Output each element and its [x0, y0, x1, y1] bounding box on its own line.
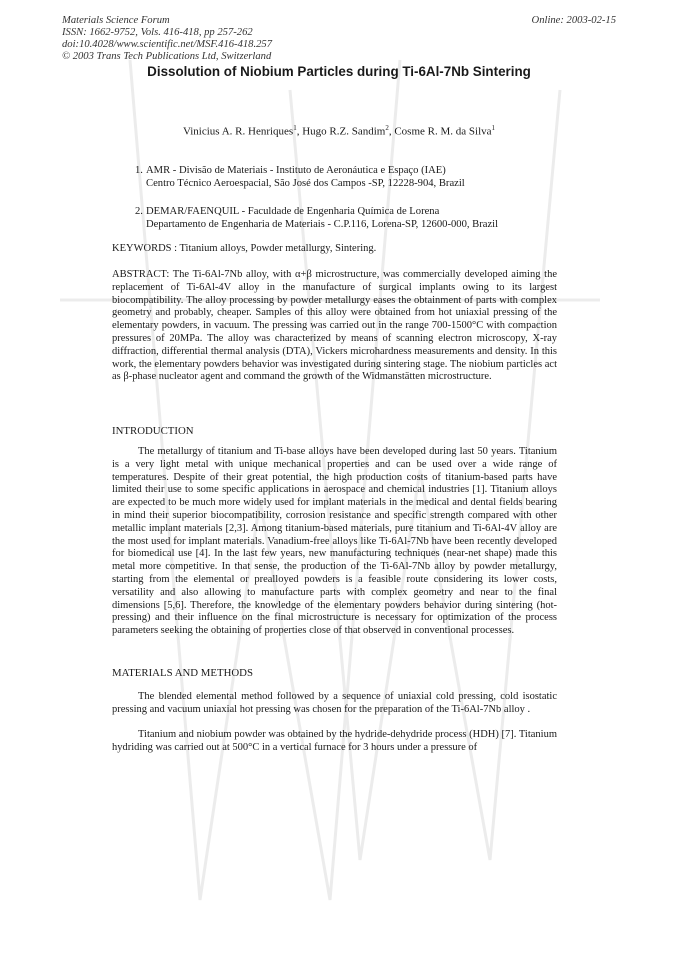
- author-1: Vinicius A. R. Henriques: [182, 125, 294, 138]
- affiliation-2-line1: DEMAR/FAENQUIL - Faculdade de Engenharia Química de Lorena: [146, 206, 440, 217]
- affiliation-1-line1: AMR - Divisão de Materiais - Instituto de Aeronáutica e Espaço (IAE): [146, 165, 446, 176]
- affiliation-1: [135, 164, 465, 190]
- author-3: Cosme R. M. da Silva: [394, 125, 492, 138]
- affiliation-2-line2: Departamento de Engenharia de Materiais - C.P.116, Lorena-SP, 12600-000, Brazil: [146, 219, 499, 230]
- abstract: ABSTRACT: The Ti-6Al-7Nb alloy, with α+β microstructure, was commercially developed aiming the replacement of Ti-6Al-4V alloy in the manufacture of surgical implants owing to its largest biocompatibility. The alloy processing by powder metallurgy eases the obtainment of parts with complex geometry and probably, cheaper. Samples of this alloy were obtained from hot uniaxial pressing of the elementary powders, in vacuum. The pressing was carried out in the range 700-1500°C with compaction pressures of 20MPa. The alloy was characterized by means of scanning electron microscopy, X-ray diffraction, differential thermal analysis (DTA), Vickers microhardness measurements and density. In this work, the elementary powders behavior was investigated during sintering stage. The niobium particles act as β-phase nucleator agent and command the growth of the Widmanstätten microstructure.: [112, 269, 557, 383]
- methods-paragraph-1: The blended elemental method followed by a sequence of uniaxial cold pressing, cold isostatic pressing and vacuum uniaxial hot pressing was chosen for the preparation of the Ti-6Al-7Nb alloy .: [112, 691, 557, 715]
- issn-line: ISSN: 1662-9752, Vols. 416-418, pp 257-262: [62, 27, 253, 38]
- author-list: Vinicius A. R. Henriques$^1$, Hugo R.Z. Sandim$^2$, Cosme R. M. da Silva$^1$: [182, 124, 496, 138]
- author-2: Hugo R.Z. Sandim: [302, 125, 386, 138]
- affiliation-1-number: 1.: [135, 165, 143, 176]
- author-3-affil: 1: [491, 124, 496, 132]
- author-2-affil: 2: [385, 124, 389, 132]
- journal-header: [62, 15, 272, 63]
- affiliation-2: [135, 205, 498, 231]
- methods-paragraph-2: Titanium and niobium powder was obtained by the hydride-dehydride process (HDH) [7]. Titanium hydriding was carried out at 500°C in a vertical furnace for 3 hours under a pressure of: [112, 729, 557, 753]
- section-heading-methods: MATERIALS AND METHODS: [112, 667, 253, 679]
- doi-line[interactable]: doi:10.4028/www.scientific.net/MSF.416-418.257: [62, 39, 272, 50]
- keywords: KEYWORDS : Titanium alloys, Powder metallurgy, Sintering.: [112, 243, 377, 254]
- affiliation-1-line2: Centro Técnico Aeroespacial, São José dos Campos -SP, 12228-904, Brazil: [146, 178, 465, 189]
- copyright-line: © 2003 Trans Tech Publications Ltd, Switzerland: [62, 51, 272, 62]
- journal-name: Materials Science Forum: [62, 15, 170, 26]
- author-1-affil: 1: [293, 124, 297, 132]
- affiliation-2-number: 2.: [135, 206, 143, 217]
- online-date: Online: 2003-02-15: [531, 15, 616, 26]
- paper-title: Dissolution of Niobium Particles during Ti-6Al-7Nb Sintering: [147, 64, 531, 79]
- introduction-paragraph: The metallurgy of titanium and Ti-base alloys have been developed during last 50 years. Titanium is a very light metal with unique mechanical properties and can be used over a wide range of temperatures. Despite of their great potential, the high production costs of titanium-based parts have limited their use to some specific applications in aerospace and chemical industries [1]. Titanium alloys are expected to be much more widely used for implant materials in the medical and dental fields bearing in mind their superior biocompatibility, corrosion resistance and specific strength compared with other metallic implant materials [2,3]. Among titanium-based materials, pure titanium and Ti-6Al-4V alloy are the most used for implant materials. Vanadium-free alloys like Ti-6Al-7Nb have been recently developed for biomedical use [4]. In the last few years, new manufacturing techniques (near-net shape) made this metal more competitive. In that sense, the production of the Ti-6Al-7Nb alloy by powder metallurgy, starting from the elemental or prealloyed powders is a feasible route considering its lower costs, versatility and also allowing to manufacture parts with complex geometry and near to the final dimensions [5,6]. Therefore, the knowledge of the elementary powders behavior during sintering (hot-pressing) and their influence on the final microstructure is necessary for optimization of the process parameters seeking the obtaining of properties close of that observed in conventional processes.: [112, 446, 557, 637]
- section-heading-introduction: INTRODUCTION: [112, 425, 194, 437]
